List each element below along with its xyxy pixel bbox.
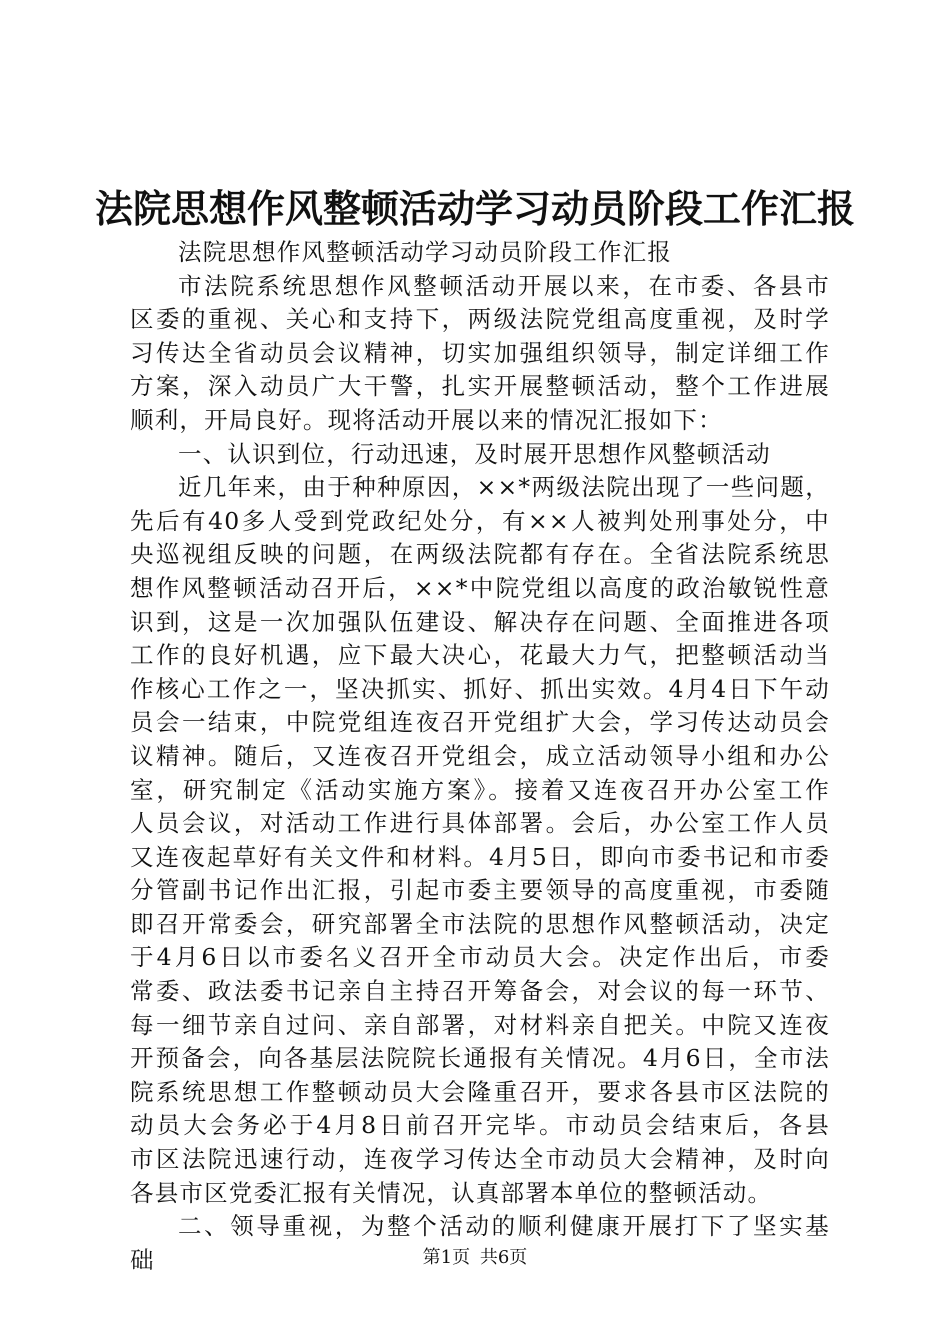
body-line: 分管副书记作出汇报，引起市委主要领导的高度重视，市委随	[130, 876, 830, 905]
page-total: 共6页	[479, 1247, 528, 1268]
body-line: 各县市区党委汇报有关情况，认真部署本单位的整顿活动。	[130, 1178, 773, 1207]
body-line: 室，研究制定《活动实施方案》。接着又连夜召开办公室工作	[130, 775, 830, 804]
page-number: 第1页	[422, 1247, 471, 1268]
body-line: 又连夜起草好有关文件和材料。4月5日，即向市委书记和市委	[130, 842, 830, 871]
body-line: 想作风整顿活动召开后，××*中院党组以高度的政治敏锐性意	[130, 573, 830, 602]
body-line: 二、领导重视，为整个活动的顺利健康开展打下了坚实基	[178, 1212, 830, 1241]
body-line: 动员大会务必于4月8日前召开完毕。市动员会结束后，各县	[130, 1111, 830, 1140]
body-line: 区委的重视、关心和支持下，两级法院党组高度重视，及时学	[130, 305, 830, 334]
body-line: 近几年来，由于种种原因，××*两级法院出现了一些问题，	[178, 473, 830, 502]
page-footer	[0, 1246, 950, 1270]
body-line: 工作的良好机遇，应下最大决心，花最大力气，把整顿活动当	[130, 641, 830, 670]
body-line: 常委、政法委书记亲自主持召开筹备会，对会议的每一环节、	[130, 977, 830, 1006]
body-line: 开预备会，向各基层法院院长通报有关情况。4月6日，全市法	[130, 1044, 830, 1073]
body-line: 础	[130, 1245, 155, 1274]
body-line: 议精神。随后，又连夜召开党组会，成立活动领导小组和办公	[130, 741, 830, 770]
body-line: 习传达全省动员会议精神，切实加强组织领导，制定详细工作	[130, 338, 830, 367]
body-line: 作核心工作之一，坚决抓实、抓好、抓出实效。4月4日下午动	[130, 674, 830, 703]
body-line: 院系统思想工作整顿动员大会隆重召开，要求各县市区法院的	[130, 1077, 830, 1106]
body-line: 先后有40多人受到党政纪处分，有××人被判处刑事处分，中	[130, 506, 830, 535]
body-line: 员会一结束，中院党组连夜召开党组扩大会，学习传达动员会	[130, 708, 830, 737]
body-line: 市法院系统思想作风整顿活动开展以来，在市委、各县市	[178, 271, 830, 300]
body-line: 于4月6日以市委名义召开全市动员大会。决定作出后，市委	[130, 943, 830, 972]
document-title: 法院思想作风整顿活动学习动员阶段工作汇报	[94, 186, 855, 231]
body-line: 即召开常委会，研究部署全市法院的思想作风整顿活动，决定	[130, 909, 830, 938]
body-line: 央巡视组反映的问题，在两级法院都有存在。全省法院系统思	[130, 540, 830, 569]
body-line: 识到，这是一次加强队伍建设、解决存在问题、全面推进各项	[130, 607, 830, 636]
body-line: 人员会议，对活动工作进行具体部署。会后，办公室工作人员	[130, 809, 830, 838]
document-body	[130, 236, 830, 1277]
body-line: 法院思想作风整顿活动学习动员阶段工作汇报	[178, 238, 672, 266]
body-line: 每一细节亲自过问、亲自部署，对材料亲自把关。中院又连夜	[130, 1010, 830, 1039]
body-line: 顺利，开局良好。现将活动开展以来的情况汇报如下：	[130, 405, 723, 434]
body-line: 方案，深入动员广大干警，扎实开展整顿活动，整个工作进展	[130, 372, 830, 401]
body-line: 一、认识到位，行动迅速，及时展开思想作风整顿活动	[178, 439, 771, 468]
body-line: 市区法院迅速行动，连夜学习传达全市动员大会精神，及时向	[130, 1145, 830, 1174]
